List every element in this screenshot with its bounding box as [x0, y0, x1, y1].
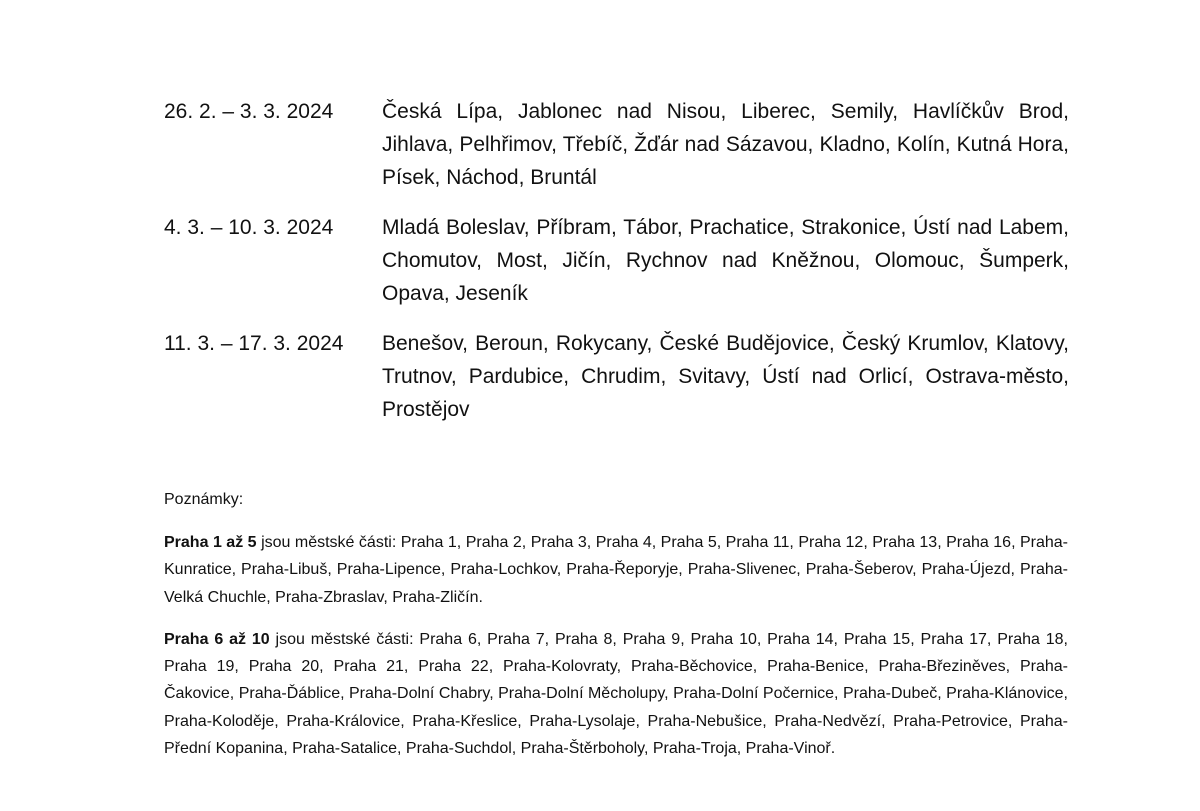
note-paragraph	[164, 529, 1068, 611]
schedule-row	[164, 95, 1069, 194]
schedule-table	[164, 95, 1069, 426]
schedule-row	[164, 211, 1069, 310]
note-text: jsou městské části: Praha 1, Praha 2, Praha 3, Praha 4, Praha 5, Praha 11, Praha 12, Praha 13, Praha 16, Praha-Kunratice, Praha-Libuš, Praha-Lipence, Praha-Lochkov, Praha-Řeporyje, Praha-Slivenec, Praha-Šeberov, Praha-Újezd, Praha-Velká Chuchle, Praha-Zbraslav, Praha-Zličín.	[164, 534, 1069, 606]
schedule-dates: 11. 3. – 17. 3. 2024	[164, 332, 344, 355]
schedule-towns: Česká Lípa, Jablonec nad Nisou, Liberec, Semily, Havlíčkův Brod, Jihlava, Pelhřimov, Třebíč, Žďár nad Sázavou, Kladno, Kolín, Kutná Hora, Písek, Náchod, Bruntál	[382, 100, 1069, 189]
notes-title: Poznámky:	[164, 491, 244, 508]
schedule-dates: 26. 2. – 3. 3. 2024	[164, 100, 334, 123]
schedule-towns: Benešov, Beroun, Rokycany, České Budějovice, Český Krumlov, Klatovy, Trutnov, Pardubice, Chrudim, Svitavy, Ústí nad Orlicí, Ostrava-město, Prostějov	[382, 332, 1069, 421]
note-bold-lead: Praha 6 až 10	[164, 630, 270, 648]
note-paragraph	[164, 626, 1068, 762]
notes-section	[164, 486, 1068, 777]
schedule-dates: 4. 3. – 10. 3. 2024	[164, 216, 334, 239]
schedule-row	[164, 327, 1069, 426]
schedule-towns: Mladá Boleslav, Příbram, Tábor, Prachatice, Strakonice, Ústí nad Labem, Chomutov, Most, Jičín, Rychnov nad Kněžnou, Olomouc, Šumperk, Opava, Jeseník	[382, 216, 1069, 305]
note-bold-lead: Praha 1 až 5	[164, 534, 257, 551]
note-text: jsou městské části: Praha 6, Praha 7, Praha 8, Praha 9, Praha 10, Praha 14, Praha 15, Praha 17, Praha 18, Praha 19, Praha 20, Praha 21, Praha 22, Praha-Kolovraty, Praha-Běchovice, Praha-Benice, Praha-Březiněves, Praha-Čakovice, Praha-Ďáblice, Praha-Dolní Chabry, Praha-Dolní Měcholupy, Praha-Dolní Počernice, Praha-Dubeč, Praha-Klánovice, Praha-Koloděje, Praha-Královice, Praha-Křeslice, Praha-Lysolaje, Praha-Nebušice, Praha-Nedvězí, Praha-Petrovice, Praha-Přední Kopanina, Praha-Satalice, Praha-Suchdol, Praha-Štěrboholy, Praha-Troja, Praha-Vinoř.	[164, 630, 1068, 758]
